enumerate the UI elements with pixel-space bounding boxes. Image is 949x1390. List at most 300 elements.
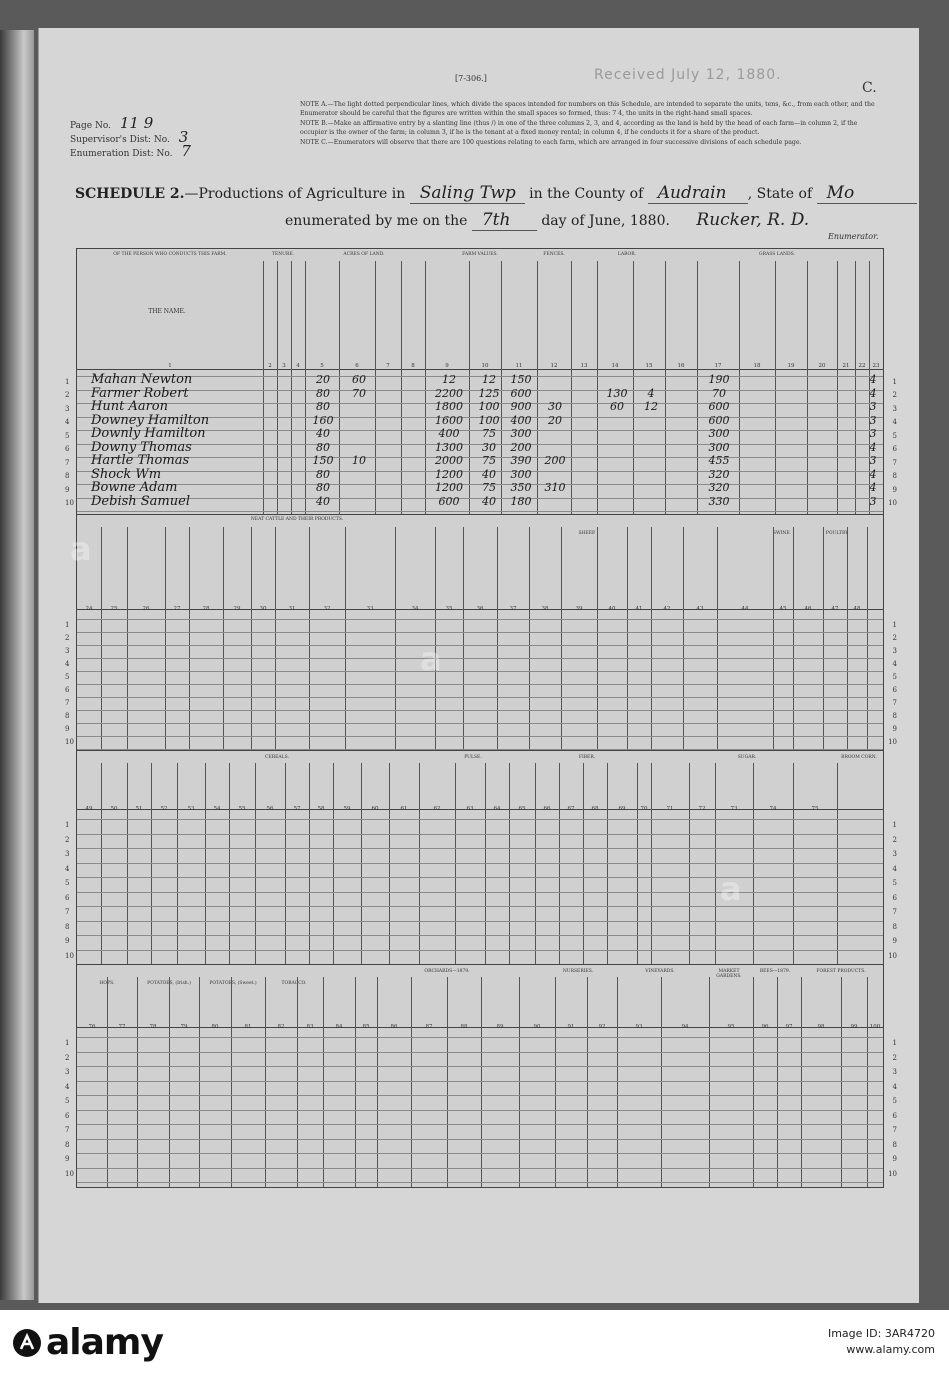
column-line xyxy=(697,261,698,515)
entry-value: 40 xyxy=(482,494,496,508)
section-livestock xyxy=(65,514,897,752)
row-line xyxy=(77,834,883,835)
column-number: 88 xyxy=(460,1024,468,1030)
row-line xyxy=(77,906,883,907)
row-line xyxy=(77,819,883,820)
operator-name: Hartle Thomas xyxy=(91,453,190,468)
column-number: 58 xyxy=(317,806,325,812)
enumeration-value: 7 xyxy=(181,142,191,160)
row-number: 6 xyxy=(65,1111,70,1120)
row-number: 1 xyxy=(892,620,897,629)
book-spine xyxy=(0,30,34,1300)
entry-value: 2200 xyxy=(435,386,463,400)
column-number: 87 xyxy=(425,1024,433,1030)
column-line xyxy=(855,261,856,515)
entry-value: 80 xyxy=(316,467,330,481)
row-number: 10 xyxy=(888,737,897,746)
column-line xyxy=(481,977,482,1187)
row-number: 10 xyxy=(888,499,897,508)
column-line xyxy=(469,261,470,515)
entry-value: 12 xyxy=(442,373,456,386)
row-line xyxy=(77,1052,883,1053)
entry-value: 12 xyxy=(644,400,658,413)
s3-group-cereals: CEREALS. xyxy=(265,755,289,760)
entry-value: 160 xyxy=(312,413,334,427)
column-line xyxy=(375,261,376,515)
column-number: 17 xyxy=(714,363,722,369)
entry-value: 70 xyxy=(712,386,726,400)
column-number: 34 xyxy=(411,606,419,612)
entry-value: 600 xyxy=(438,494,460,508)
operator-name: Debish Samuel xyxy=(91,493,190,509)
column-number: 100 xyxy=(869,1024,881,1030)
row-line xyxy=(77,950,883,951)
column-number: 19 xyxy=(787,363,795,369)
row-line xyxy=(77,1095,883,1096)
row-number: 10 xyxy=(65,737,74,746)
row-number: 3 xyxy=(892,646,897,655)
row-number: 5 xyxy=(892,431,897,440)
column-number: 56 xyxy=(266,806,274,812)
row-number: 4 xyxy=(65,864,70,873)
column-line xyxy=(309,527,310,751)
row-line xyxy=(77,645,883,646)
row-number: 1 xyxy=(892,821,897,830)
column-line xyxy=(297,977,298,1187)
column-number: 61 xyxy=(400,806,408,812)
column-line xyxy=(169,977,170,1187)
entry-value: 20 xyxy=(548,413,562,427)
entry-value: 1600 xyxy=(435,413,463,427)
row-line xyxy=(77,697,883,698)
column-number: 49 xyxy=(85,806,93,812)
entry-value: 1800 xyxy=(435,400,463,413)
row-number: 8 xyxy=(65,472,70,481)
entry-value: 30 xyxy=(482,440,496,454)
row-number: 8 xyxy=(65,711,70,720)
column-number: 48 xyxy=(853,606,861,612)
column-number: 77 xyxy=(118,1024,126,1030)
column-number: 46 xyxy=(804,606,812,612)
corner-letter: C. xyxy=(862,80,877,96)
page-label: Page No. xyxy=(70,121,111,131)
column-line xyxy=(617,977,618,1187)
row-number: 1 xyxy=(892,1039,897,1048)
column-number: 30 xyxy=(259,606,267,612)
entry-value: 20 xyxy=(316,373,330,386)
column-line xyxy=(777,977,778,1187)
s4-group-vineyards: VINEYARDS. xyxy=(645,969,675,974)
column-line xyxy=(223,527,224,751)
column-line xyxy=(265,977,266,1187)
entry-value: 40 xyxy=(482,467,496,481)
column-number: 24 xyxy=(85,606,93,612)
entry-value: 330 xyxy=(708,494,730,508)
s3-group-fiber: FIBER. xyxy=(578,755,596,760)
entry-value: 300 xyxy=(708,440,730,454)
column-line xyxy=(401,261,402,515)
entry-value: 30 xyxy=(548,400,562,413)
row-line xyxy=(77,632,883,633)
column-number: 97 xyxy=(785,1024,793,1030)
row-number: 9 xyxy=(892,1155,897,1164)
entry-value: 3 xyxy=(869,413,877,427)
schedule-text-3: , State of xyxy=(747,186,813,202)
row-number: 4 xyxy=(892,659,897,668)
column-line xyxy=(137,977,138,1187)
schedule-text-4: enumerated by me on the xyxy=(285,213,468,229)
s4-group-tobacco: TOBACCO. xyxy=(281,981,307,986)
form-reference: [7-306.] xyxy=(455,74,487,83)
entry-value: 4 xyxy=(869,440,877,454)
column-line xyxy=(739,261,740,515)
row-number: 6 xyxy=(892,893,897,902)
watermark: a xyxy=(720,870,742,908)
column-number: 89 xyxy=(496,1024,504,1030)
column-number: 50 xyxy=(110,806,118,812)
column-line xyxy=(867,977,868,1187)
entry-value: 390 xyxy=(510,454,532,467)
row-number: 7 xyxy=(65,908,70,917)
column-line xyxy=(597,527,598,751)
entry-value: 4 xyxy=(869,373,877,386)
row-line xyxy=(77,1139,883,1140)
column-number: 29 xyxy=(233,606,241,612)
column-number: 70 xyxy=(640,806,648,812)
row-number: 5 xyxy=(892,672,897,681)
row-number: 10 xyxy=(65,499,74,508)
row-number: 4 xyxy=(892,864,897,873)
row-number: 2 xyxy=(892,633,897,642)
column-line xyxy=(355,977,356,1187)
column-number: 74 xyxy=(769,806,777,812)
column-number: 95 xyxy=(727,1024,735,1030)
township: Saling Twp xyxy=(410,183,525,204)
row-line xyxy=(77,935,883,936)
entry-value: 4 xyxy=(869,481,877,494)
column-line xyxy=(841,977,842,1187)
page-value: 11 9 xyxy=(119,114,154,132)
row-number: 7 xyxy=(892,1126,897,1135)
column-number: 63 xyxy=(466,806,474,812)
column-number: 79 xyxy=(180,1024,188,1030)
entry-value: 80 xyxy=(316,386,330,400)
row-line xyxy=(77,671,883,672)
row-number: 9 xyxy=(892,937,897,946)
entry-value: 1300 xyxy=(435,440,463,454)
column-line xyxy=(395,527,396,751)
enumeration-day: 7th xyxy=(472,210,537,231)
column-line xyxy=(447,977,448,1187)
row-number: 2 xyxy=(65,391,70,400)
entry-value: 455 xyxy=(708,454,730,467)
entry-value: 60 xyxy=(610,400,624,413)
row-number: 2 xyxy=(892,835,897,844)
column-line xyxy=(823,527,824,751)
section-crops xyxy=(65,750,897,966)
column-line xyxy=(463,527,464,751)
image-id: Image ID: 3AR4720 xyxy=(827,1327,935,1340)
s2-group-swine: SWINE. xyxy=(772,531,792,536)
note-b: NOTE B.—Make an affirmative entry by a slanting line (thus /) in one of the three columns 2, 3, and 4, according as the land is held by the head of each farm—in column 2, if the occupier is the owner of the farm; in column 3, if he is the tenant at a fixed money rental; in column 4, if he conducts it for a share of the product. xyxy=(300,120,858,136)
entry-value: 130 xyxy=(606,386,628,400)
column-line xyxy=(291,261,292,515)
row-line xyxy=(77,1081,883,1082)
column-number: 38 xyxy=(541,606,549,612)
column-line xyxy=(561,527,562,751)
entry-value: 3 xyxy=(869,400,877,413)
column-line xyxy=(529,527,530,751)
entry-value: 320 xyxy=(708,467,730,481)
s1-group-tenure: TENURE. xyxy=(271,252,295,257)
row-line xyxy=(77,684,883,685)
row-number: 6 xyxy=(892,1111,897,1120)
s3-group-pulse: PULSE. xyxy=(464,755,482,760)
row-number: 7 xyxy=(892,458,897,467)
column-line xyxy=(807,261,808,515)
entry-value: 150 xyxy=(312,454,334,467)
entry-value: 80 xyxy=(316,440,330,454)
row-number: 8 xyxy=(892,472,897,481)
entry-value: 125 xyxy=(478,386,500,400)
column-number: 78 xyxy=(149,1024,157,1030)
row-number: 9 xyxy=(65,1155,70,1164)
row-number: 4 xyxy=(892,1082,897,1091)
column-number: 27 xyxy=(173,606,181,612)
column-line xyxy=(683,527,684,751)
s4-group-forest: FOREST PRODUCTS. xyxy=(816,969,866,974)
entry-value: 300 xyxy=(510,427,532,440)
entry-value: 10 xyxy=(352,454,366,467)
column-number: 85 xyxy=(362,1024,370,1030)
column-number: 94 xyxy=(681,1024,689,1030)
row-line xyxy=(77,1037,883,1038)
entry-value: 2000 xyxy=(435,454,463,467)
entry-value: 600 xyxy=(708,413,730,427)
column-number: 83 xyxy=(306,1024,314,1030)
row-number: 5 xyxy=(65,431,70,440)
schedule-text-2: in the County of xyxy=(529,186,644,202)
entry-value: 75 xyxy=(482,481,496,494)
row-number: 1 xyxy=(65,620,70,629)
column-number: 26 xyxy=(142,606,150,612)
entry-value: 180 xyxy=(510,494,532,508)
entry-value: 100 xyxy=(478,400,500,413)
column-number: 80 xyxy=(211,1024,219,1030)
entry-value: 100 xyxy=(478,413,500,427)
column-number: 75 xyxy=(811,806,819,812)
row-number: 7 xyxy=(65,458,70,467)
column-number: 91 xyxy=(567,1024,575,1030)
column-number: 62 xyxy=(433,806,441,812)
column-number: 81 xyxy=(244,1024,252,1030)
column-line xyxy=(377,977,378,1187)
column-number: 84 xyxy=(335,1024,343,1030)
column-line xyxy=(519,977,520,1187)
column-number: 42 xyxy=(663,606,671,612)
column-line xyxy=(661,977,662,1187)
s3-group-broom: BROOM CORN. xyxy=(841,755,877,760)
s4-group-orchards: ORCHARDS—1879. xyxy=(424,969,470,974)
header-divider xyxy=(77,369,883,370)
entry-value: 3 xyxy=(869,454,877,467)
entry-value: 40 xyxy=(316,494,330,508)
column-line xyxy=(165,527,166,751)
column-line xyxy=(263,261,264,515)
operator-name: Shock Wm xyxy=(91,466,162,482)
operator-name: Farmer Robert xyxy=(91,385,189,401)
column-number: 60 xyxy=(371,806,379,812)
column-number: 41 xyxy=(635,606,643,612)
schedule-text-1: —Productions of Agriculture in xyxy=(184,186,406,202)
section-farm-operators xyxy=(65,248,897,516)
column-number: 92 xyxy=(598,1024,606,1030)
entry-value: 75 xyxy=(482,427,496,440)
column-number: 65 xyxy=(518,806,526,812)
entry-value: 4 xyxy=(869,467,877,481)
s4-group-hops: HOPS. xyxy=(99,981,115,986)
row-number: 4 xyxy=(892,418,897,427)
column-number: 28 xyxy=(202,606,210,612)
column-number: 43 xyxy=(696,606,704,612)
column-line xyxy=(199,977,200,1187)
enumerator-name: Rucker, R. D. xyxy=(696,210,810,230)
brand-name: alamy xyxy=(46,1322,163,1363)
column-line xyxy=(587,977,588,1187)
column-number: 16 xyxy=(677,363,685,369)
note-a: NOTE A.—The light dotted perpendicular lines, which divide the spaces intended for numbers on this Schedule, are intended to separate the units, tens, &c., from each other, and the Enumerator should be careful that the figures are written within the small spaces so formed, thus: 7 4, the units in the right-hand small spaces. xyxy=(300,101,875,117)
row-line xyxy=(77,736,883,737)
operator-name: Hunt Aaron xyxy=(91,399,168,414)
entry-value: 600 xyxy=(708,400,730,413)
column-line xyxy=(555,977,556,1187)
column-number: 71 xyxy=(666,806,674,812)
s4-group-potatoes-sweet: POTATOES, (Sweet.) xyxy=(209,981,257,986)
column-number: 57 xyxy=(293,806,301,812)
entry-value: 900 xyxy=(510,400,532,413)
s4-group-market-gardens: MARKET GARDENS. xyxy=(716,969,742,979)
column-number: 45 xyxy=(779,606,787,612)
column-number: 90 xyxy=(533,1024,541,1030)
column-number: 37 xyxy=(509,606,517,612)
column-number: 14 xyxy=(611,363,619,369)
column-number: 23 xyxy=(872,363,880,369)
row-number: 1 xyxy=(892,377,897,386)
column-number: 59 xyxy=(343,806,351,812)
row-number: 4 xyxy=(65,1082,70,1091)
row-number: 6 xyxy=(65,445,70,454)
operator-name: Bowne Adam xyxy=(91,480,178,495)
column-line xyxy=(801,977,802,1187)
entry-value: 75 xyxy=(482,454,496,467)
column-line xyxy=(773,527,774,751)
note-c: NOTE C.—Enumerators will observe that there are 100 questions relating to each farm, which are arranged in four successive divisions of each schedule page. xyxy=(300,139,802,147)
column-line xyxy=(425,261,426,515)
entry-value: 320 xyxy=(708,481,730,494)
row-number: 8 xyxy=(65,1140,70,1149)
column-number: 39 xyxy=(575,606,583,612)
row-number: 3 xyxy=(65,850,70,859)
column-number: 66 xyxy=(543,806,551,812)
column-number: 32 xyxy=(323,606,331,612)
column-number: 47 xyxy=(831,606,839,612)
row-number: 5 xyxy=(65,1097,70,1106)
s3-group-sugar: SUGAR. xyxy=(737,755,757,760)
s4-group-potatoes-irish: POTATOES, (Irish.) xyxy=(147,981,191,986)
s1-group-acres: ACRES OF LAND. xyxy=(343,252,385,257)
row-line xyxy=(77,1168,883,1169)
column-line xyxy=(571,261,572,515)
s1-group-fences: FENCES. xyxy=(543,252,565,257)
row-number: 2 xyxy=(65,633,70,642)
entry-value: 300 xyxy=(708,427,730,440)
column-number: 31 xyxy=(288,606,296,612)
entry-value: 3 xyxy=(869,494,877,508)
entry-value: 310 xyxy=(544,481,566,494)
operator-name: Downy Thomas xyxy=(91,439,192,455)
row-line xyxy=(77,863,883,864)
column-number: 1 xyxy=(168,363,172,369)
column-number: 12 xyxy=(550,363,558,369)
column-line xyxy=(867,527,868,751)
entry-value: 80 xyxy=(316,400,330,413)
column-number: 51 xyxy=(135,806,143,812)
column-number: 52 xyxy=(160,806,168,812)
enumerator-label: Enumerator. xyxy=(828,232,879,241)
row-number: 1 xyxy=(65,377,70,386)
column-line xyxy=(277,261,278,515)
column-number: 22 xyxy=(858,363,866,369)
row-line xyxy=(77,710,883,711)
row-number: 8 xyxy=(892,922,897,931)
row-number: 7 xyxy=(65,698,70,707)
column-number: 67 xyxy=(567,806,575,812)
s2-group-poultry: POULTRY xyxy=(825,531,849,536)
row-number: 2 xyxy=(892,391,897,400)
column-number: 82 xyxy=(277,1024,285,1030)
row-number: 8 xyxy=(892,711,897,720)
column-line xyxy=(339,261,340,515)
enumeration-line xyxy=(285,210,819,231)
entry-value: 190 xyxy=(708,373,730,386)
column-number: 99 xyxy=(850,1024,858,1030)
column-line xyxy=(127,527,128,751)
row-number: 10 xyxy=(65,951,74,960)
entry-value: 1200 xyxy=(435,481,463,494)
column-line xyxy=(189,527,190,751)
column-line xyxy=(709,977,710,1187)
row-line xyxy=(77,921,883,922)
column-number: 18 xyxy=(753,363,761,369)
site-url: www.alamy.com xyxy=(846,1343,935,1356)
watermark: a xyxy=(70,530,92,568)
row-number: 7 xyxy=(65,1126,70,1135)
row-number: 10 xyxy=(888,1169,897,1178)
watermark: a xyxy=(420,640,442,678)
stock-info xyxy=(828,1326,935,1358)
s1-group-grass: GRASS LANDS. xyxy=(759,252,795,257)
row-line xyxy=(77,511,883,512)
row-number: 5 xyxy=(65,879,70,888)
row-number: 6 xyxy=(65,893,70,902)
column-line xyxy=(775,261,776,515)
row-number: 6 xyxy=(892,445,897,454)
s1-name-col-title: THE NAME. xyxy=(148,308,186,315)
s1-group-person: OF THE PERSON WHO CONDUCTS THIS FARM. xyxy=(113,252,227,257)
column-number: 96 xyxy=(761,1024,769,1030)
column-number: 21 xyxy=(842,363,850,369)
row-line xyxy=(77,619,883,620)
